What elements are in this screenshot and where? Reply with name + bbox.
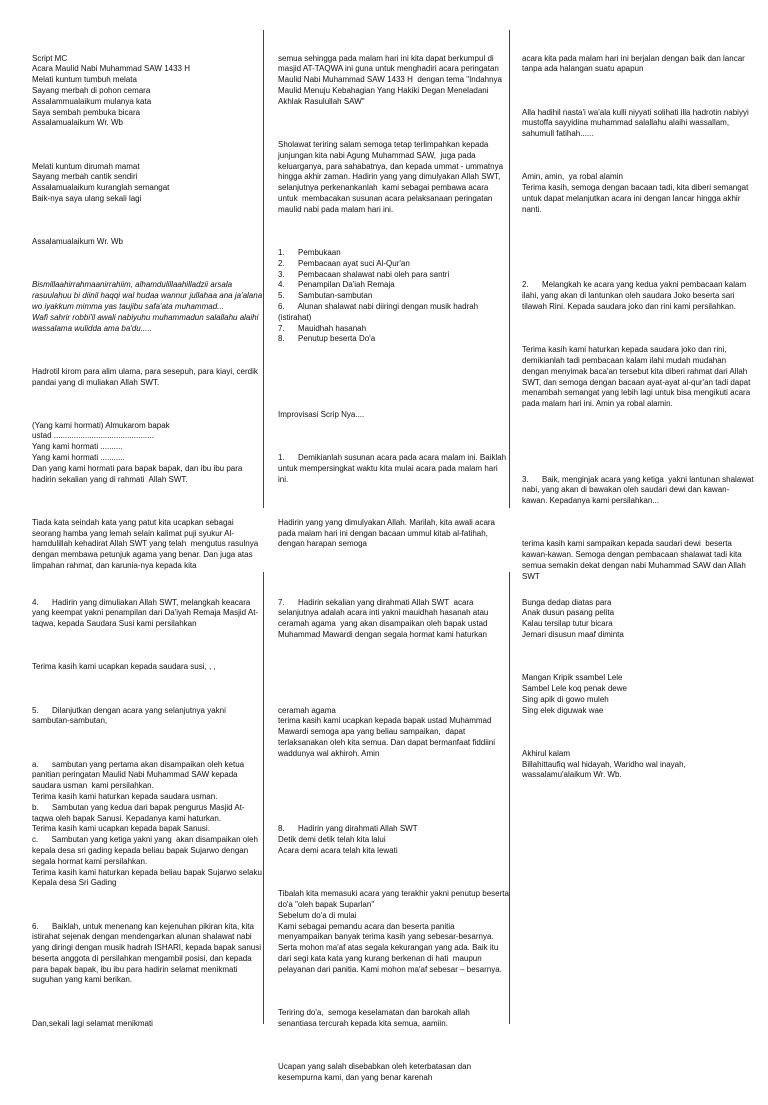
paragraph: Amin, amin, ya robal alamin Terima kasih, semoga dengan bacaan tadi, kita diberi semangat untuk dapat melanjutkan acara ini dengan lancar hingga akhir nanti. — [522, 172, 749, 214]
paragraph: Assalamualaikum Wr. Wb — [32, 237, 123, 247]
paragraph: Tiada kata seindah kata yang patut kita ucapkan sebagai seorang hamba yang lemah selain kalimat puji syukur Al-hamdulillah kehadirat Allah SWT yang telah mengutus rasulnya dengan membawa petunjuk agama yang benar. Dan juga atas limpahan rahmat, dan karunia-nya kepada kita — [32, 517, 261, 571]
column-top-3 — [522, 32, 756, 581]
paragraph: Tibalah kita memasuki acara yang terakhir yakni penutup beserta do'a "oleh bapak Suparlan" Sebelum do'a di mulai Kami sebagai pemandu acara dan beserta panitia menyampaikan banyak terima kasih yang sebesar-besarnya. Serta mohon ma'af atas segala kekurangan yang ada. Baik itu dari segi kata kata yang kurang berkenan di hati maupun pelayanan dari panitia. Kami mohon ma'af sebesar – besarnya. — [278, 889, 509, 974]
paragraph: 6. Baiklah, untuk menenang kan kejenuhan pikiran kita, kita istirahat sejenak dengan mendengarkan alunan shalawat nabi yang diringi dengan musik hadrah ISHARI, kepada bapak sanusi beserta anggota di persilahkan mengambil posisi, dan kepada para bapak bapak, ibu ibu para hadirin selamat menikmati suguhan yang kami berikan. — [32, 921, 264, 985]
paragraph: 4. Hadirin yang dimuliakan Allah SWT, melangkah keacara yang keempat yakni penampilan dari Da'iyah Remaja Masjid At-taqwa, kepada Saudara Susi kami persilahkan — [32, 597, 259, 629]
paragraph: 1. Demikianlah susunan acara pada acara malam ini. Baiklah untuk mempersingkat waktu kita mulai acara pada malam hari ini. — [278, 453, 509, 484]
paragraph: 8. Hadirin yang dirahmati Allah SWT Detik demi detik telah kita lalui Acara demi acara telah kita lewati — [278, 824, 418, 855]
column-bottom-2 — [278, 576, 510, 1082]
pantun-verse: Mangan Kripik ssambel Lele Sambel Lele koq penak dewe Sing apik di gowo muleh Sing elek diguwak wae — [522, 673, 627, 715]
paragraph: 7. Hadirin sekalian yang dirahmati Allah SWT acara selanjutnya adalah acara inti yakni mauidhah hasanah atau ceramah agama yang akan disampaikan oleh bapak ustad Muhammad Mawardi dengan segala hormat kami haturkan — [278, 597, 491, 639]
paragraph: Terima kasih kami ucapkan kepada saudara susi, , , — [32, 662, 216, 672]
paragraph: Sholawat teriring salam semoga tetap terlimpahkan kepada junjungan kita nabi Agung Muhammad SAW, juga pada keluarganya, para sahabatnya, dan kepada ummat - ummatnya hingga akhir zaman. Hadirin yang yang dimulyakan Allah SWT, selanjutnya perkenankanlah kami sebagai pembawa acara untuk membacakan susunan acara pelaksanaan peringatan maulid nabi pada malam hari ini. — [278, 139, 506, 214]
column-top-2 — [278, 32, 510, 549]
column-bottom-3 — [522, 576, 754, 1022]
section-heading: Improvisasi Scrip Nya.... — [278, 409, 365, 419]
paragraph: Ucapan yang salah disebabkan oleh keterbatasan dan kesempurna kami, dan yang benar karenah — [278, 1061, 474, 1082]
paragraph: Melati kuntum dirumah mamat Sayang merbah cantik sendiri Assalamualaikum kuranglah semangat Baik-nya saya ulang sekali lagi — [32, 161, 170, 203]
pantun-verse: Bunga dedap diatas para Anak dusun pasang pelita Kalau tersilap tutur bicara Jemari disusun maaf diminta — [522, 597, 624, 639]
paragraph: 5. Dilanjutkan dengan acara yang selanjutnya yakni sambutan-sambutan, — [32, 705, 229, 726]
paragraph: acara kita pada malam hari ini berjalan dengan baik dan lancar tanpa ada halangan suatu apapun — [522, 53, 748, 74]
closing-paragraph: Akhirul kalam Billahittaufiq wal hidayah, Waridho wal inayah, wassalamu'alaikum Wr. Wb. — [522, 748, 686, 780]
column-top-1 — [32, 32, 264, 571]
paragraph: Alla hadihil nasta'i wa'ala kulli niyyati solihati illa hadrotin nabiyyi mustoffa sayyidina muhammad salallahu alaihi wassallam, sahumull fatihah...... — [522, 107, 751, 139]
paragraph: a. sambutan yang pertama akan disampaikan oleh ketua panitian peringatan Maulid Nabi Muhammad SAW kepada saudara usman kami persilahkan. Terima kasih kami haturkan kepada saudara usman. b. Sambutan yang kedua dari bapak pengurus Masjid At-taqwa oleh bapak Sanusi. Kepadanya kami haturkan. Terima kasih kami ucapkan kepada bapak Sanusi. c. Sambutan yang ketiga yakni yang akan disampaikan oleh kepala desa sri gading kepada beliau bapak Sujarwo dengan segala hormat kami persilahkan. Terima kasih kami haturkan kepada beliau bapak Sujarwo selaku Kepala desa Sri Gading — [32, 759, 262, 888]
paragraph: 2. Melangkah ke acara yang kedua yakni pembacaan kalam ilahi, yang akan di lantunkan oleh saudara Joko beserta sari tilawah Rini. Kepada saudara joko dan rini kami persilahkan. — [522, 280, 749, 311]
paragraph: Hadirin yang yang dimulyakan Allah. Marilah, kita awali acara pada malam hari ini dengan bacaan ummul kitab al-fatihah, dengan harapan semoga — [278, 517, 498, 549]
paragraph: terima kasih kami sampaikan kepada saudari dewi beserta kawan-kawan. Semoga dengan pembacaan shalawat tadi kita semua semakin dekat dengan nabi Muhammad SAW dan Allah SWT — [522, 539, 749, 581]
paragraph: semua sehingga pada malam hari ini kita dapat berkumpul di masjid AT-TAQWA ini guna untuk menghadiri acara peringatan Maulid Nabi Muhammad SAW 1433 H dengan tema "Indahnya Maulid Menuju Kebahagian Yang Hakiki Degan Meneladani Akhlak Rasulullah SAW" — [278, 53, 505, 106]
event-agenda-list: 1. Pembukaan 2. Pembacaan ayat suci Al-Qur'an 3. Pembacaan shalawat nabi oleh para santri 4. Penampilan Da'iah Remaja 5. Sambutan-sambutan 6. Alunan shalawat nabi diiringi dengan musik hadrah (istirahat) 7. Mauidhah hasanah 8. Penutup beserta Do'a — [278, 247, 479, 344]
paragraph: (Yang kami hormati) Almukarom bapak ustad ............................................. Yang kami hormati .......... Yang kami hormati ........... Dan yang kami hormati para bapak bapak, dan ibu ibu para hadirin sekalian yang di rahmati Allah SWT. — [32, 420, 243, 484]
paragraph: 3. Baik, menginjak acara yang ketiga yakni lantunan shalawat nabi, yang akan di bawakan oleh saudari dewi dan kawan-kawan. Kepadanya kami persilahkan... — [522, 474, 756, 506]
paragraph: ceramah agama terima kasih kami ucapkan kepada bapak ustad Muhammad Mawardi semoga apa yang beliau sampaikan, dapat terlaksanakan oleh kita semua. Dan dapat bermanfaat fiddiini waddunya wal akhiroh. Amin — [278, 705, 496, 758]
arabic-prayer-paragraph: Bismillaahirrahmaanirrahiim, alhamdulillaahilladzii arsala rasuulahuu bi diinil haqqi wal hudaa wannur jullahaa ana ja'alana wo iyakkum mimma yas taujibu safa'ata muhammad... Wafi sahrir robbi'il awali nabiyuhu muhammadun salallahu alaihi wassalama wulidda ama ba'du..... — [32, 280, 263, 333]
paragraph: Hadrotil kirom para alim ulama, para sesepuh, para kiayi, cerdik pandai yang di muliakan Allah SWT. — [32, 366, 261, 387]
paragraph: Dan,sekali lagi selamat menikmati — [32, 1018, 153, 1028]
paragraph: Script MC Acara Maulid Nabi Muhammad SAW 1433 H Melati kuntum tumbuh melata Sayang merbah di pohon cemara Assalammualaikum mulanya kata Saya sembah pembuka bicara Assalamualaikum Wr. Wb — [32, 53, 190, 128]
column-bottom-1 — [32, 576, 264, 1028]
paragraph: Terima kasih kami haturkan kepada saudara joko dan rini, demikianlah tadi pembacaan kalam ilahi mudah mudahan dengan menyimak baca'an tersebut kita diberi rahmat dari Allah SWT, dan semoga dengan bacaan ayat-ayat al-qur'an tadi dapat menambah semangat yang lebih lagi untuk bisa mengikuti acara pada malam hari ini. Amin ya robal alamin. — [522, 345, 753, 409]
paragraph: Teriring do'a, semoga keselamatan dan barokah allah senantiasa tercurah kepada kita semua, aamiin. — [278, 1007, 473, 1028]
